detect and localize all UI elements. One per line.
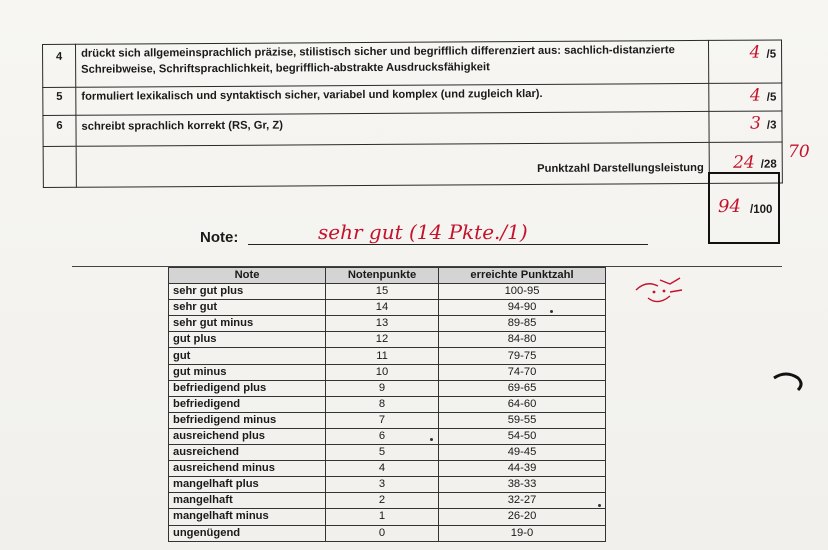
grade-points: 7 [326, 412, 439, 428]
criteria-text-line: schreibt sprachlich korrekt (RS, Gr, Z) [81, 119, 283, 133]
criteria-row [43, 111, 782, 147]
grade-range: 64-60 [439, 396, 606, 412]
grade-points: 8 [326, 396, 439, 412]
grade-points: 15 [326, 284, 439, 300]
table-row [169, 477, 606, 493]
criteria-score [709, 83, 782, 111]
handwritten-score: 4 [749, 85, 761, 106]
grade-range: 38-33 [439, 477, 606, 493]
grade-range: 44-39 [439, 461, 606, 477]
handwritten-grade: sehr gut (14 Pkte./1) [318, 220, 528, 244]
table-row [169, 461, 606, 477]
criteria-text-line: drückt sich allgemeinsprachlich präzise, stilistisch sicher und begrifflich differenziert aus: sachlich-distanzierte [81, 44, 675, 60]
ink-dot [430, 438, 433, 441]
grade-name: ausreichend plus [169, 428, 326, 444]
grade-range: 59-55 [439, 412, 606, 428]
summary-row [43, 142, 782, 188]
grade-range: 94-90 [439, 300, 606, 316]
criteria-text-line: formuliert lexikalisch und syntaktisch sicher, variabel und komplex (und zugleich klar). [81, 87, 543, 103]
grade-table-header [169, 268, 606, 284]
grade-points: 14 [326, 300, 439, 316]
total-max: /100 [750, 204, 773, 216]
header-range: erreichte Punktzahl [439, 268, 606, 284]
handwritten-score: 4 [749, 42, 761, 63]
grade-name: mangelhaft minus [169, 509, 326, 525]
hole-punch-mark-icon [768, 368, 808, 398]
grade-range: 74-70 [439, 364, 606, 380]
grade-name: ausreichend minus [169, 461, 326, 477]
grade-points: 10 [326, 364, 439, 380]
grade-name: ausreichend [169, 445, 326, 461]
criteria-text [76, 40, 709, 87]
criteria-text [76, 83, 709, 115]
grade-name: mangelhaft plus [169, 477, 326, 493]
table-row [169, 348, 606, 364]
grade-range: 32-27 [439, 493, 606, 509]
handwritten-score: 24 [733, 152, 755, 173]
handwritten-score: 3 [750, 113, 761, 134]
grade-range: 79-75 [439, 348, 606, 364]
grade-name: gut [169, 348, 326, 364]
table-row [169, 300, 606, 316]
table-row [169, 380, 606, 396]
table-row [169, 525, 606, 541]
grade-points: 5 [326, 445, 439, 461]
grade-points: 1 [326, 509, 439, 525]
grade-points: 4 [326, 461, 439, 477]
grade-points: 3 [326, 477, 439, 493]
criteria-row [43, 83, 782, 116]
grade-range: 100-95 [439, 284, 606, 300]
empty-cell [43, 146, 76, 187]
grade-name: gut minus [169, 364, 326, 380]
smiley-doodle-icon [630, 272, 688, 308]
grade-range: 49-45 [439, 445, 606, 461]
grade-range: 26-20 [439, 509, 606, 525]
criteria-number: 4 [43, 44, 76, 87]
table-row [169, 493, 606, 509]
max-score: /3 [766, 119, 777, 132]
table-row [169, 428, 606, 444]
grade-points: 9 [326, 380, 439, 396]
grade-name: sehr gut plus [169, 284, 326, 300]
grade-range: 69-65 [439, 380, 606, 396]
summary-label: Punktzahl Darstellungsleistung [76, 142, 709, 187]
grade-name: sehr gut minus [169, 316, 326, 332]
grade-points: 13 [326, 316, 439, 332]
table-row [169, 364, 606, 380]
criteria-table [42, 39, 783, 188]
grade-range: 84-80 [439, 332, 606, 348]
criteria-score [708, 40, 781, 83]
ink-dot [598, 504, 601, 507]
table-row [169, 445, 606, 461]
max-score: /28 [760, 158, 777, 171]
table-row [169, 412, 606, 428]
grade-table [168, 267, 606, 542]
criteria-text-line: Schreibweise, Schriftsprachlichkeit, begrifflich-abstrakte Ausdrucksfähigkeit [81, 60, 490, 76]
grade-name: befriedigend minus [169, 412, 326, 428]
grade-name: sehr gut [169, 300, 326, 316]
max-score: /5 [766, 91, 777, 104]
criteria-number: 5 [43, 87, 76, 115]
grade-points: 11 [326, 348, 439, 364]
grade-name: mangelhaft [169, 493, 326, 509]
note-underline [248, 244, 648, 245]
grade-points: 6 [326, 428, 439, 444]
table-row [169, 396, 606, 412]
table-row [169, 332, 606, 348]
table-row [169, 509, 606, 525]
header-points: Notenpunkte [326, 268, 439, 284]
grade-points: 0 [326, 525, 439, 541]
grade-points: 12 [326, 332, 439, 348]
table-row [169, 284, 606, 300]
grade-name: gut plus [169, 332, 326, 348]
criteria-row [43, 40, 782, 88]
grade-range: 54-50 [439, 428, 606, 444]
grade-name: ungenügend [169, 525, 326, 541]
table-row [169, 316, 606, 332]
grade-range: 19-0 [439, 525, 606, 541]
max-score: /5 [766, 48, 777, 61]
total-score-box [708, 172, 780, 244]
grade-name: befriedigend [169, 396, 326, 412]
grade-name: befriedigend plus [169, 380, 326, 396]
note-label: Note: [200, 229, 239, 246]
criteria-text [76, 111, 709, 146]
criteria-number: 6 [43, 115, 76, 146]
ink-dot [550, 310, 553, 313]
grade-range: 89-85 [439, 316, 606, 332]
handwritten-total: 94 [718, 196, 741, 217]
criteria-score [709, 111, 782, 142]
header-note: Note [169, 268, 326, 284]
side-note: 70 [788, 142, 810, 162]
grade-points: 2 [326, 493, 439, 509]
